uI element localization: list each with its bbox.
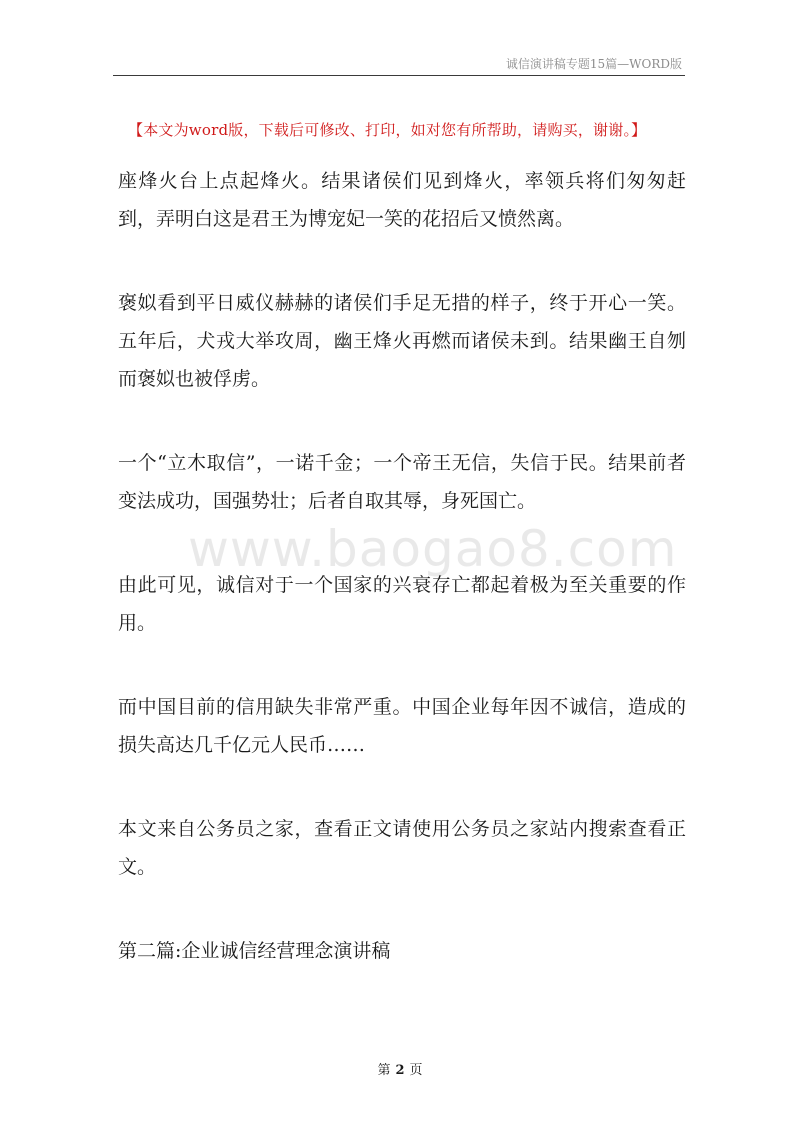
section-heading: 第二篇:企业诚信经营理念演讲稿 [118,940,391,962]
document-body [118,162,686,970]
paragraph: 而中国目前的信用缺失非常严重。中国企业每年因不诚信，造成的损失高达几千亿元人民币…… [118,696,686,756]
header-title: 诚信演讲稿专题15篇—WORD版 [505,57,682,71]
page-label-prefix: 第 [377,1063,391,1078]
page-footer [0,1059,800,1078]
paragraph: 由此可见，诚信对于一个国家的兴衰存亡都起着极为至关重要的作用。 [118,574,686,634]
paragraph: 一个“立木取信”，一诺千金；一个帝王无信，失信于民。结果前者变法成功，国强势壮；后者自取其辱，身死国亡。 [118,452,686,512]
paragraph: 褒姒看到平日威仪赫赫的诸侯们手足无措的样子，终于开心一笑。五年后，犬戎大举攻周，幽王烽火再燃而诸侯未到。结果幽王自刎而褒姒也被俘虏。 [118,292,686,390]
purchase-notice: 【本文为word版，下载后可修改、打印，如对您有所帮助，请购买，谢谢。】 [128,121,647,139]
paragraph: 座烽火台上点起烽火。结果诸侯们见到烽火，率领兵将们匆匆赶到，弄明白这是君王为博宠妃一笑的花招后又愤然离。 [118,170,686,230]
watermark: www.baogao8.com [188,520,678,578]
page-number: 2 [395,1063,405,1078]
page-label-suffix: 页 [409,1063,423,1078]
paragraph: 本文来自公务员之家，查看正文请使用公务员之家站内搜索查看正文。 [118,818,686,878]
header-divider [113,75,685,76]
